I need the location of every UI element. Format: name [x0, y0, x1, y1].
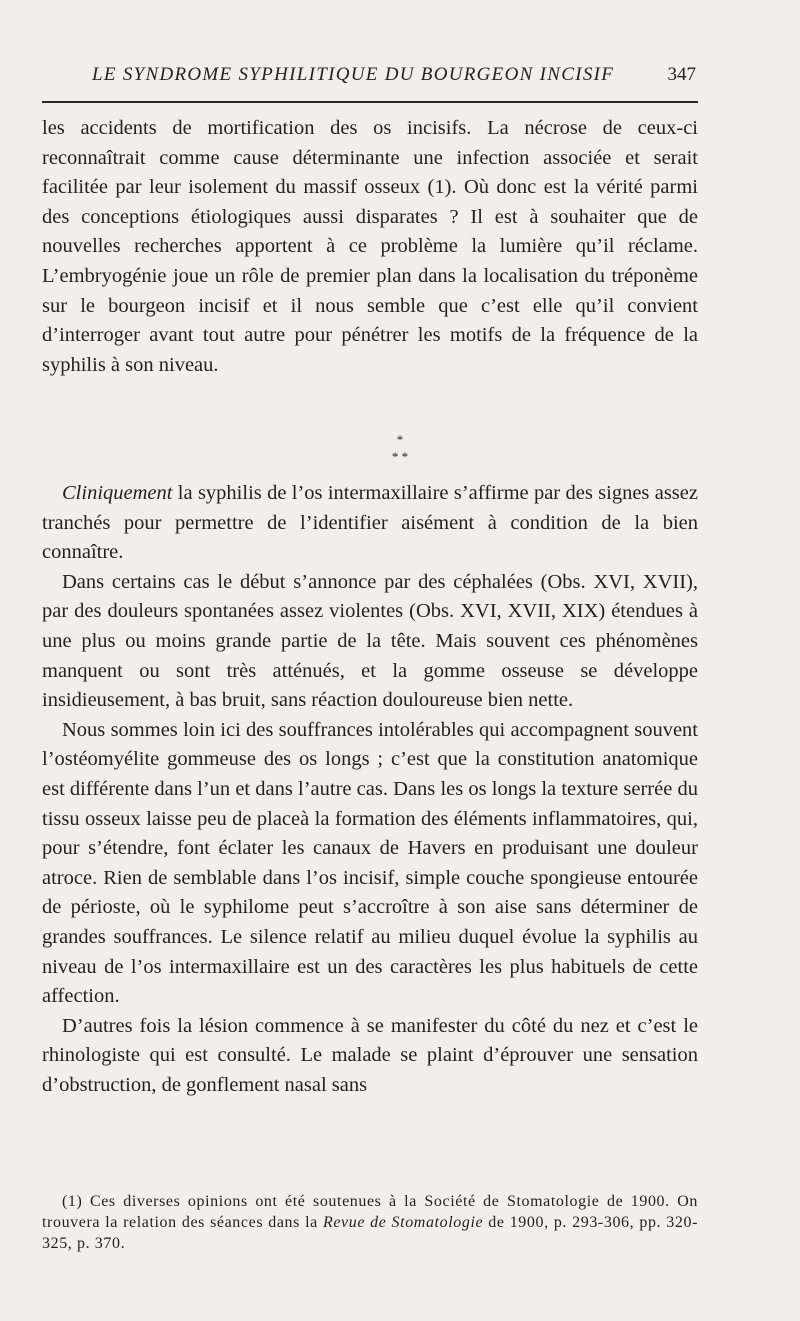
paragraph-2-lead: Cliniquement — [62, 482, 173, 504]
header-rule — [42, 101, 698, 103]
footnote-1 — [42, 1191, 698, 1254]
paragraph-3: Dans certains cas le début s’annonce par des céphalées (Obs. XVI, XVII), par des douleurs spontanées assez violentes (Obs. XVI, XVII, XIX) étendues à une plus ou moins grande partie de la tête. Mais souvent ces phénomènes manquent ou sont très atténués, et la gomme osseuse se développe insidieusement, à bas bruit, sans réaction douloureuse bien nette. — [42, 570, 698, 712]
footnote-journal: Revue de Stomatologie — [322, 1214, 484, 1231]
footnote — [42, 1191, 698, 1254]
footnote-text-start: (1) Ces diverses opinions ont été soutenues à la Société de Stomatologie de 1900. On trouvera la relation des séances dans la — [42, 1193, 698, 1231]
running-title: LE SYNDROME SYPHILITIQUE DU BOURGEON INCISIF — [92, 64, 615, 85]
section-separator-top: * — [396, 432, 404, 447]
section-separator-bottom: * * — [391, 449, 409, 464]
paragraph-4: Nous sommes loin ici des souffrances intolérables qui accompagnent souvent l’ostéomyélite gommeuse des os longs ; c’est que la constitution anatomique est différente dans l’un et dans l’autre cas. Dans les os longs la texture serrée du tissu osseux laisse peu de placeà la formation des éléments inflammatoires, qui, pour s’étendre, font éclater les canaux de Havers en produisant une douleur atroce. Rien de semblable dans l’os incisif, simple couche spongieuse entourée de périoste, où le syphilome peut s’accroître à son aise sans déterminer de grandes souffrances. Le silence relatif au milieu duquel évolue la syphilis au niveau de l’os intermaxillaire est un des caractères les plus habituels de cette affection. — [42, 718, 698, 1008]
section-body — [42, 479, 698, 1100]
footnote-text-end: de 1900, p. 293-306, pp. 320-325, p. 370. — [42, 1214, 698, 1252]
paragraph-2-text: la syphilis de l’os intermaxillaire s’affirme par des signes assez tranchés pour permettre de l’identifier aisément à condition de la bien connaître. — [42, 482, 698, 564]
paragraph-2 — [42, 479, 698, 568]
paragraph-1: les accidents de mortification des os incisifs. La nécrose de ceux-ci reconnaîtrait comme cause déterminante une infection associée et serait facilitée par leur isolement du massif osseux (1). Où donc est la vérité parmi des conceptions étiologiques aussi disparates ? Il est à souhaiter que de nouvelles recherches apportent à ce problème la lumière qu’il réclame. L’embryogénie joue un rôle de premier plan dans la localisation du tréponème sur le bourgeon incisif et il nous semble que c’est elle qu’il convient d’interroger avant tout autre pour pénétrer les motifs de la fréquence de la syphilis à son niveau. — [42, 117, 698, 376]
paragraph-continued — [42, 114, 698, 380]
paragraph-5: D’autres fois la lésion commence à se manifester du côté du nez et c’est le rhinologiste qui est consulté. Le malade se plaint d’éprouver une sensation d’obstruction, de gonflement nasal sans — [42, 1014, 698, 1096]
running-header — [42, 60, 698, 94]
page-number: 347 — [667, 64, 696, 85]
